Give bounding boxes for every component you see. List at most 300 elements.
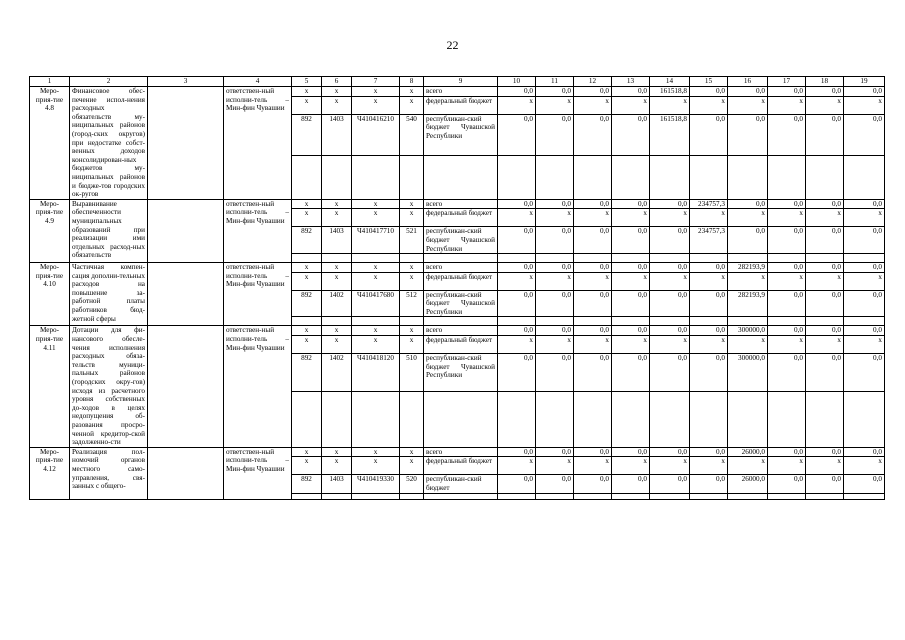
column-5-value: x — [292, 96, 322, 114]
year-amount: x — [844, 272, 885, 290]
year-amount: 0,0 — [536, 263, 574, 273]
column-8-value: x — [400, 336, 424, 354]
column-number-header: 1 — [30, 77, 70, 87]
goal-cell — [148, 87, 224, 200]
year-amount: x — [806, 457, 844, 475]
year-amount: 0,0 — [612, 87, 650, 97]
empty-cell — [844, 155, 885, 199]
year-amount: 0,0 — [768, 263, 806, 273]
year-amount: 0,0 — [612, 447, 650, 457]
year-amount: 0,0 — [536, 290, 574, 317]
year-amount: x — [574, 96, 612, 114]
funding-source-label: федеральный бюджет — [424, 336, 498, 354]
measure-title: Выравнивание обеспеченности муниципальных образований при реализации ими отдельных расход-ных обязательств — [70, 199, 148, 262]
empty-cell — [574, 155, 612, 199]
year-amount: 282193,9 — [728, 263, 768, 273]
year-amount: 0,0 — [574, 199, 612, 209]
year-amount: 234757,3 — [690, 199, 728, 209]
year-amount: 0,0 — [536, 475, 574, 493]
goal-cell — [148, 263, 224, 326]
column-number-header: 8 — [400, 77, 424, 87]
empty-cell — [400, 493, 424, 499]
column-8-value: x — [400, 272, 424, 290]
year-amount: 0,0 — [650, 447, 690, 457]
measure-total-row — [30, 447, 885, 457]
empty-cell — [424, 391, 498, 447]
year-amount: 0,0 — [536, 447, 574, 457]
year-amount: 0,0 — [612, 263, 650, 273]
column-6-value: 1403 — [322, 475, 352, 493]
empty-cell — [844, 254, 885, 263]
year-amount: 0,0 — [574, 447, 612, 457]
empty-cell — [690, 254, 728, 263]
year-amount: x — [844, 96, 885, 114]
year-amount: 0,0 — [768, 227, 806, 254]
year-amount: x — [768, 209, 806, 227]
empty-cell — [536, 155, 574, 199]
year-amount: x — [498, 209, 536, 227]
column-7-value: Ч410418120 — [352, 354, 400, 392]
year-amount: 0,0 — [574, 87, 612, 97]
column-8-value: x — [400, 87, 424, 97]
empty-cell — [612, 254, 650, 263]
column-8-value: 510 — [400, 354, 424, 392]
empty-cell — [768, 317, 806, 326]
measure-code: Меро-прия-тие 4.11 — [30, 326, 70, 447]
year-amount: x — [536, 209, 574, 227]
column-7-value: x — [352, 457, 400, 475]
year-amount: 0,0 — [498, 326, 536, 336]
column-5-value: x — [292, 457, 322, 475]
measure-title: Дотации для фи-нансового обесле-чения исполнения расходных обяза-тельств муници-пальных районов (городских окру-гов) исходя из расчетного уровня собственных до-ходов в целях недопущения об-разования просро-ченной кредитор-ской задолженно-сти — [70, 326, 148, 447]
year-amount: x — [690, 96, 728, 114]
column-6-value: x — [322, 263, 352, 273]
empty-cell — [400, 317, 424, 326]
year-amount: 0,0 — [690, 475, 728, 493]
empty-cell — [536, 317, 574, 326]
funding-source-label: республикан-ский бюджет — [424, 475, 498, 493]
year-amount: x — [690, 457, 728, 475]
empty-cell — [352, 155, 400, 199]
column-6-value: x — [322, 272, 352, 290]
empty-cell — [728, 317, 768, 326]
year-amount: x — [650, 336, 690, 354]
empty-cell — [728, 391, 768, 447]
empty-cell — [806, 317, 844, 326]
year-amount: x — [728, 336, 768, 354]
executor: ответствен-ный исполни-тель – Мин-фин Чувашии — [224, 326, 292, 447]
column-6-value: x — [322, 96, 352, 114]
column-6-value: x — [322, 336, 352, 354]
measure-total-row — [30, 263, 885, 273]
column-7-value: x — [352, 336, 400, 354]
year-amount: 0,0 — [536, 199, 574, 209]
funding-source-label: республикан-ский бюджет Чувашской Республики — [424, 354, 498, 392]
year-amount: 0,0 — [650, 326, 690, 336]
measure-title: Реализация пол-номочий органов местного само-управления, свя-занных с общего- — [70, 447, 148, 499]
goal-cell — [148, 199, 224, 262]
column-number-header: 14 — [650, 77, 690, 87]
column-6-value: x — [322, 209, 352, 227]
year-amount: 0,0 — [690, 290, 728, 317]
empty-cell — [844, 493, 885, 499]
year-amount: 0,0 — [844, 326, 885, 336]
column-number-header: 16 — [728, 77, 768, 87]
empty-cell — [424, 155, 498, 199]
empty-cell — [768, 155, 806, 199]
column-7-value: Ч410416210 — [352, 114, 400, 155]
executor: ответствен-ный исполни-тель – Мин-фин Чувашии — [224, 263, 292, 326]
empty-cell — [690, 493, 728, 499]
year-amount: x — [768, 336, 806, 354]
empty-cell — [322, 493, 352, 499]
year-amount: 0,0 — [650, 227, 690, 254]
empty-cell — [292, 493, 322, 499]
year-amount: 0,0 — [844, 114, 885, 155]
empty-cell — [612, 155, 650, 199]
year-amount: x — [612, 457, 650, 475]
year-amount: 0,0 — [806, 290, 844, 317]
empty-cell — [536, 254, 574, 263]
year-amount: x — [768, 457, 806, 475]
measure-code: Меро-прия-тие 4.12 — [30, 447, 70, 499]
goal-cell — [148, 326, 224, 447]
column-5-value: 892 — [292, 290, 322, 317]
column-5-value: x — [292, 263, 322, 273]
year-amount: x — [612, 96, 650, 114]
year-amount: 0,0 — [768, 326, 806, 336]
column-5-value: x — [292, 326, 322, 336]
column-8-value: 520 — [400, 475, 424, 493]
year-amount: x — [498, 272, 536, 290]
year-amount: 0,0 — [574, 326, 612, 336]
column-7-value: x — [352, 87, 400, 97]
executor: ответствен-ный исполни-тель – Мин-фин Чувашии — [224, 87, 292, 200]
column-8-value: x — [400, 326, 424, 336]
year-amount: 0,0 — [536, 114, 574, 155]
year-amount: 26000,0 — [728, 475, 768, 493]
year-amount: 0,0 — [498, 199, 536, 209]
empty-cell — [650, 155, 690, 199]
year-amount: 0,0 — [650, 263, 690, 273]
year-amount: x — [536, 272, 574, 290]
empty-cell — [768, 493, 806, 499]
year-amount: x — [768, 96, 806, 114]
column-6-value: x — [322, 457, 352, 475]
column-7-value: x — [352, 199, 400, 209]
year-amount: x — [536, 96, 574, 114]
year-amount: 0,0 — [806, 263, 844, 273]
column-8-value: x — [400, 447, 424, 457]
column-6-value: 1403 — [322, 227, 352, 254]
year-amount: 282193,9 — [728, 290, 768, 317]
year-amount: 0,0 — [806, 114, 844, 155]
year-amount: x — [612, 209, 650, 227]
year-amount: 0,0 — [574, 227, 612, 254]
year-amount: 0,0 — [690, 114, 728, 155]
empty-cell — [292, 391, 322, 447]
column-8-value: x — [400, 199, 424, 209]
year-amount: 0,0 — [574, 354, 612, 392]
year-amount: 0,0 — [612, 354, 650, 392]
funding-source-label: республикан-ский бюджет Чувашской Республики — [424, 227, 498, 254]
empty-cell — [806, 155, 844, 199]
column-number-header: 15 — [690, 77, 728, 87]
year-amount: 0,0 — [690, 447, 728, 457]
empty-cell — [322, 155, 352, 199]
goal-cell — [148, 447, 224, 499]
column-number-header: 5 — [292, 77, 322, 87]
empty-cell — [612, 317, 650, 326]
executor: ответствен-ный исполни-тель – Мин-фин Чувашии — [224, 447, 292, 499]
empty-cell — [352, 493, 400, 499]
measure-total-row — [30, 326, 885, 336]
year-amount: x — [650, 209, 690, 227]
column-8-value: x — [400, 457, 424, 475]
column-number-header: 3 — [148, 77, 224, 87]
measure-code: Меро-прия-тие 4.8 — [30, 87, 70, 200]
year-amount: 0,0 — [768, 199, 806, 209]
column-8-value: 512 — [400, 290, 424, 317]
year-amount: x — [806, 209, 844, 227]
year-amount: x — [650, 272, 690, 290]
year-amount: 234757,3 — [690, 227, 728, 254]
year-amount: 0,0 — [650, 354, 690, 392]
column-5-value: x — [292, 87, 322, 97]
empty-cell — [498, 493, 536, 499]
year-amount: 0,0 — [768, 290, 806, 317]
column-number-header: 13 — [612, 77, 650, 87]
empty-cell — [536, 493, 574, 499]
year-amount: x — [574, 272, 612, 290]
year-amount: 0,0 — [728, 199, 768, 209]
year-amount: 300000,0 — [728, 354, 768, 392]
year-amount: 0,0 — [806, 354, 844, 392]
empty-cell — [612, 391, 650, 447]
empty-cell — [400, 254, 424, 263]
year-amount: 0,0 — [690, 87, 728, 97]
column-5-value: x — [292, 272, 322, 290]
year-amount: 0,0 — [844, 199, 885, 209]
column-5-value: 892 — [292, 354, 322, 392]
column-number-header: 18 — [806, 77, 844, 87]
empty-cell — [768, 391, 806, 447]
year-amount: 0,0 — [728, 227, 768, 254]
year-amount: 0,0 — [612, 199, 650, 209]
year-amount: 0,0 — [806, 447, 844, 457]
empty-cell — [728, 493, 768, 499]
year-amount: x — [650, 457, 690, 475]
year-amount: 0,0 — [806, 227, 844, 254]
funding-source-label: федеральный бюджет — [424, 209, 498, 227]
year-amount: x — [690, 209, 728, 227]
empty-cell — [498, 317, 536, 326]
column-5-value: 892 — [292, 227, 322, 254]
year-amount: x — [728, 272, 768, 290]
year-amount: 0,0 — [844, 227, 885, 254]
funding-source-label: федеральный бюджет — [424, 272, 498, 290]
empty-cell — [292, 254, 322, 263]
year-amount: 0,0 — [498, 87, 536, 97]
year-amount: 0,0 — [690, 354, 728, 392]
year-amount: 0,0 — [574, 475, 612, 493]
year-amount: 0,0 — [536, 326, 574, 336]
funding-source-label: республикан-ский бюджет Чувашской Республики — [424, 290, 498, 317]
year-amount: x — [728, 96, 768, 114]
empty-cell — [650, 493, 690, 499]
column-6-value: x — [322, 87, 352, 97]
year-amount: x — [690, 336, 728, 354]
empty-cell — [574, 254, 612, 263]
empty-cell — [498, 391, 536, 447]
empty-cell — [400, 391, 424, 447]
year-amount: 0,0 — [806, 87, 844, 97]
year-amount: 0,0 — [650, 290, 690, 317]
year-amount: 0,0 — [768, 475, 806, 493]
column-header-row — [30, 77, 885, 87]
column-6-value: 1402 — [322, 354, 352, 392]
empty-cell — [352, 317, 400, 326]
column-6-value: 1402 — [322, 290, 352, 317]
empty-cell — [690, 391, 728, 447]
column-7-value: x — [352, 272, 400, 290]
year-amount: 0,0 — [498, 227, 536, 254]
empty-cell — [322, 254, 352, 263]
year-amount: x — [728, 209, 768, 227]
empty-cell — [728, 155, 768, 199]
column-8-value: 540 — [400, 114, 424, 155]
empty-cell — [574, 493, 612, 499]
empty-cell — [806, 391, 844, 447]
empty-cell — [574, 317, 612, 326]
year-amount: x — [574, 336, 612, 354]
funding-source-label: всего — [424, 326, 498, 336]
year-amount: 0,0 — [806, 475, 844, 493]
funding-source-label: федеральный бюджет — [424, 96, 498, 114]
year-amount: 0,0 — [574, 290, 612, 317]
empty-cell — [424, 254, 498, 263]
column-number-header: 7 — [352, 77, 400, 87]
column-7-value: x — [352, 96, 400, 114]
column-7-value: x — [352, 326, 400, 336]
column-7-value: x — [352, 263, 400, 273]
year-amount: 0,0 — [536, 227, 574, 254]
year-amount: 0,0 — [768, 114, 806, 155]
column-number-header: 10 — [498, 77, 536, 87]
measure-total-row — [30, 199, 885, 209]
empty-cell — [690, 155, 728, 199]
column-6-value: x — [322, 199, 352, 209]
year-amount: 300000,0 — [728, 326, 768, 336]
year-amount: x — [844, 209, 885, 227]
year-amount: x — [806, 96, 844, 114]
year-amount: x — [806, 336, 844, 354]
funding-source-label: всего — [424, 87, 498, 97]
empty-cell — [650, 317, 690, 326]
measure-title: Финансовое обес-печение испол-нения расходных обязательств му-ниципальных районов (город-ских округов) при недостатке собст-венных доходов консолидирован-ных бюджетов му-ниципальных районов и бюдже-тов городских ок-ругов — [70, 87, 148, 200]
year-amount: 0,0 — [612, 227, 650, 254]
empty-cell — [806, 493, 844, 499]
empty-cell — [292, 155, 322, 199]
column-7-value: x — [352, 209, 400, 227]
measure-code: Меро-прия-тие 4.9 — [30, 199, 70, 262]
year-amount: 0,0 — [612, 114, 650, 155]
funding-source-label: всего — [424, 263, 498, 273]
column-number-header: 12 — [574, 77, 612, 87]
year-amount: 161518,8 — [650, 114, 690, 155]
year-amount: 0,0 — [498, 447, 536, 457]
measure-title: Частичная компен-сация дополни-тельных расходов на повышение за-работной платы работников бюд-жетной сферы — [70, 263, 148, 326]
column-6-value: x — [322, 447, 352, 457]
column-8-value: x — [400, 209, 424, 227]
year-amount: 0,0 — [806, 326, 844, 336]
year-amount: 0,0 — [844, 475, 885, 493]
executor: ответствен-ный исполни-тель – Мин-фин Чувашии — [224, 199, 292, 262]
year-amount: 0,0 — [806, 199, 844, 209]
year-amount: 0,0 — [650, 199, 690, 209]
column-number-header: 19 — [844, 77, 885, 87]
year-amount: 0,0 — [612, 290, 650, 317]
year-amount: x — [650, 96, 690, 114]
empty-cell — [768, 254, 806, 263]
column-number-header: 11 — [536, 77, 574, 87]
year-amount: x — [574, 209, 612, 227]
empty-cell — [612, 493, 650, 499]
column-7-value: Ч410419330 — [352, 475, 400, 493]
empty-cell — [650, 391, 690, 447]
empty-cell — [352, 254, 400, 263]
year-amount: x — [844, 457, 885, 475]
column-5-value: x — [292, 336, 322, 354]
column-5-value: x — [292, 199, 322, 209]
column-number-header: 4 — [224, 77, 292, 87]
column-8-value: x — [400, 96, 424, 114]
column-7-value: x — [352, 447, 400, 457]
year-amount: 0,0 — [612, 326, 650, 336]
funding-source-label: федеральный бюджет — [424, 457, 498, 475]
year-amount: x — [806, 272, 844, 290]
year-amount: x — [498, 457, 536, 475]
year-amount: 0,0 — [574, 114, 612, 155]
column-5-value: x — [292, 447, 322, 457]
year-amount: x — [498, 96, 536, 114]
column-8-value: x — [400, 263, 424, 273]
year-amount: x — [498, 336, 536, 354]
empty-cell — [292, 317, 322, 326]
year-amount: x — [690, 272, 728, 290]
column-8-value: 521 — [400, 227, 424, 254]
empty-cell — [498, 155, 536, 199]
measure-total-row — [30, 87, 885, 97]
funding-source-label: республикан-ский бюджет Чувашской Республики — [424, 114, 498, 155]
column-number-header: 17 — [768, 77, 806, 87]
year-amount: x — [612, 336, 650, 354]
year-amount: 0,0 — [498, 475, 536, 493]
year-amount: x — [612, 272, 650, 290]
page-number: 22 — [446, 38, 459, 52]
year-amount: 0,0 — [844, 87, 885, 97]
empty-cell — [690, 317, 728, 326]
year-amount: 0,0 — [612, 475, 650, 493]
column-number-header: 6 — [322, 77, 352, 87]
year-amount: x — [768, 272, 806, 290]
column-5-value: x — [292, 209, 322, 227]
empty-cell — [728, 254, 768, 263]
year-amount: 0,0 — [574, 263, 612, 273]
column-6-value: 1403 — [322, 114, 352, 155]
empty-cell — [536, 391, 574, 447]
column-5-value: 892 — [292, 475, 322, 493]
